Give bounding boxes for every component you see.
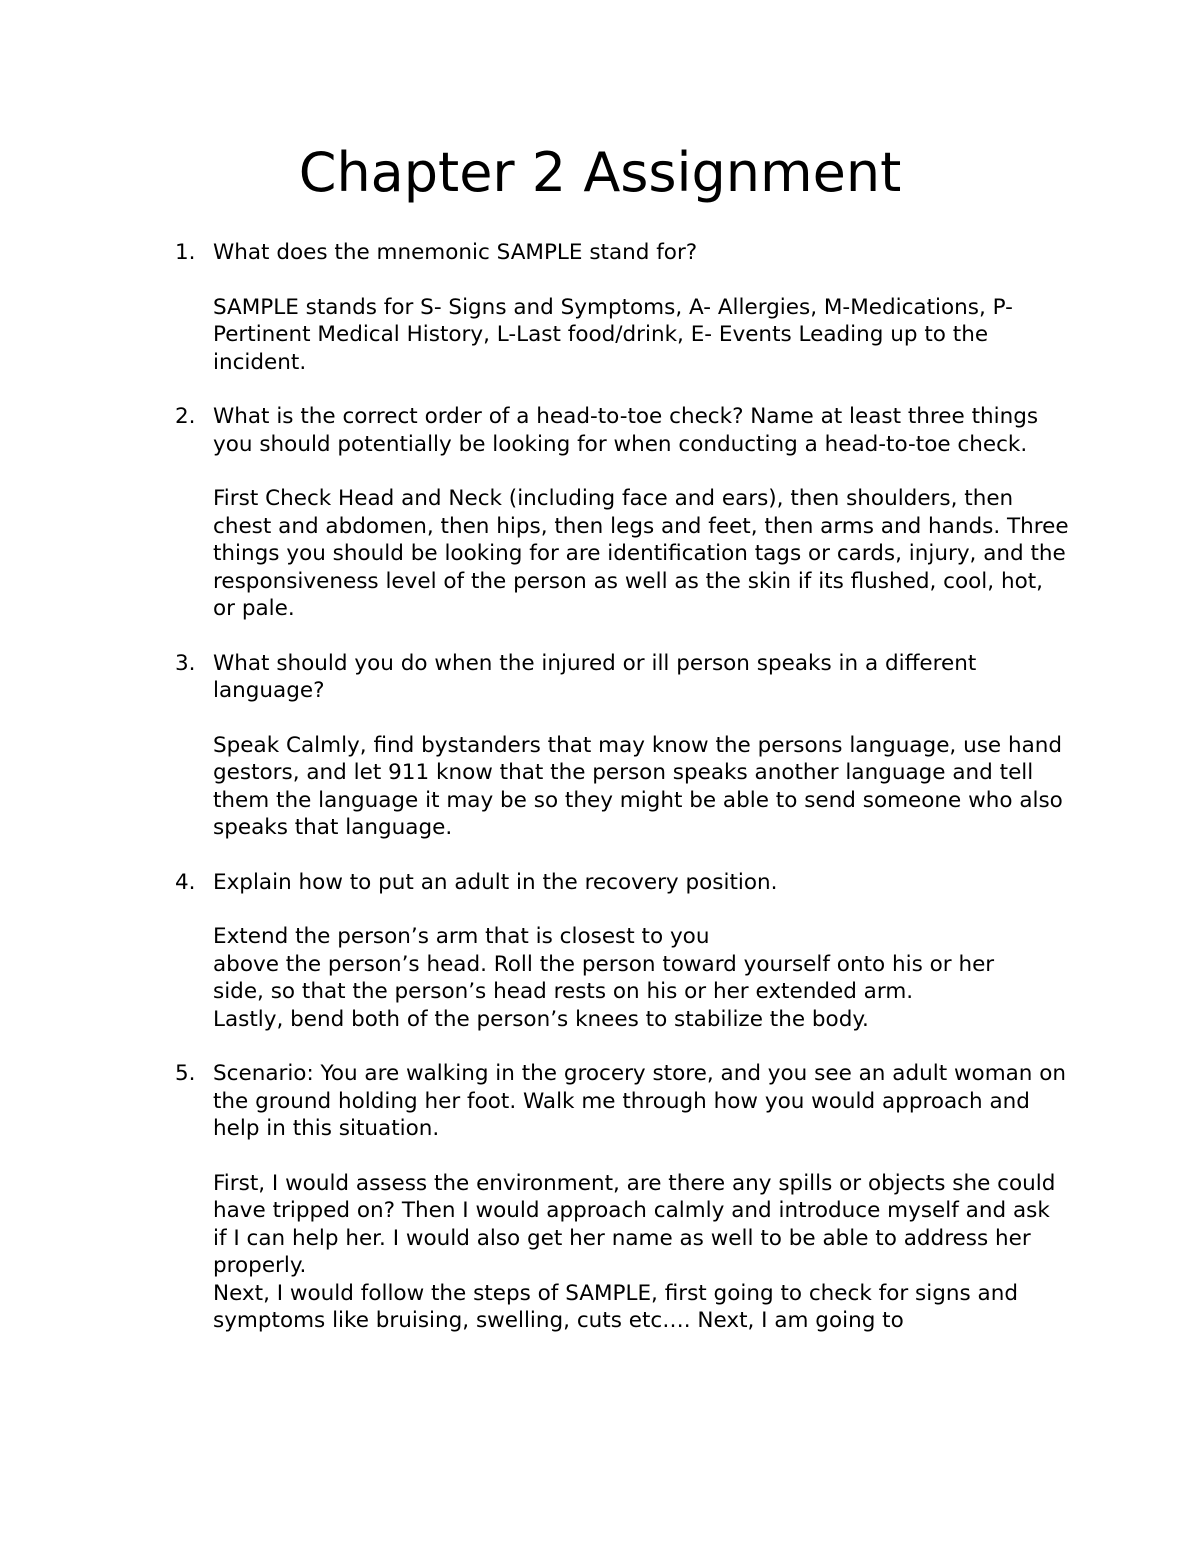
answer-block bbox=[213, 485, 1070, 623]
list-item bbox=[170, 650, 1070, 842]
question-number: 4. bbox=[175, 869, 196, 895]
answer-line: above the person’s head. Roll the person toward yourself onto his or her bbox=[213, 951, 995, 977]
question-text: What should you do when the injured or ill person speaks in a different language? bbox=[213, 650, 977, 703]
answer-line: Lastly, bend both of the person’s knees to stabilize the body. bbox=[213, 1006, 869, 1032]
list-item bbox=[170, 869, 1070, 1034]
question-text: What is the correct order of a head-to-toe check? Name at least three things you should potentially be looking for when conducting a head-to-toe check. bbox=[213, 404, 1039, 457]
question-list bbox=[170, 239, 1070, 1362]
answer-block bbox=[213, 294, 1070, 377]
answer-line: side, so that the person’s head rests on his or her extended arm. bbox=[213, 979, 914, 1004]
list-item bbox=[170, 1060, 1070, 1335]
question-number: 3. bbox=[175, 650, 196, 676]
question-text: What does the mnemonic SAMPLE stand for? bbox=[213, 240, 698, 265]
answer-block bbox=[213, 1170, 1070, 1335]
question-number: 2. bbox=[175, 404, 196, 429]
answer-paragraph: First, I would assess the environment, are there any spills or objects she could have tripped on? Then I would approach calmly and introduce myself and ask if I can help her. I would also get her name as well to be able to address her properly. bbox=[213, 1170, 1056, 1278]
list-item bbox=[170, 403, 1070, 623]
question-text: Explain how to put an adult in the recovery position. bbox=[213, 869, 778, 895]
question-number: 5. bbox=[175, 1061, 196, 1086]
answer-block bbox=[213, 732, 1070, 842]
page-title: Chapter 2 Assignment bbox=[298, 141, 902, 204]
question-number: 1. bbox=[175, 240, 196, 265]
answer-paragraph: First Check Head and Neck (including face and ears), then shoulders, then chest and abdomen, then hips, then legs and feet, then arms and hands. Three things you should be looking for are identification tags or cards, injury, and the responsiveness level of the person as well as the skin if its flushed, cool, hot, or pale. bbox=[213, 486, 1069, 621]
answer-paragraph: Next, I would follow the steps of SAMPLE, first going to check for signs and symptoms like bruising, swelling, cuts etc…. Next, I am going to bbox=[213, 1280, 1018, 1333]
answer-paragraph: Speak Calmly, find bystanders that may know the persons language, use hand gestors, and let 911 know that the person speaks another language and tell them the language it may be so they might be able to send someone who also speaks that language. bbox=[213, 732, 1063, 840]
answer-line: Extend the person’s arm that is closest to you bbox=[213, 924, 710, 949]
list-item bbox=[170, 239, 1070, 376]
question-text: Scenario: You are walking in the grocery store, and you see an adult woman on the ground holding her foot. Walk me through how you would approach and help in this situation. bbox=[213, 1061, 1067, 1141]
answer-paragraph: SAMPLE stands for S- Signs and Symptoms, A- Allergies, M-Medications, P- Pertinent Medical History, L-Last food/drink, E- Events Leading up to the incident. bbox=[213, 294, 1013, 375]
answer-block bbox=[213, 923, 1070, 1033]
